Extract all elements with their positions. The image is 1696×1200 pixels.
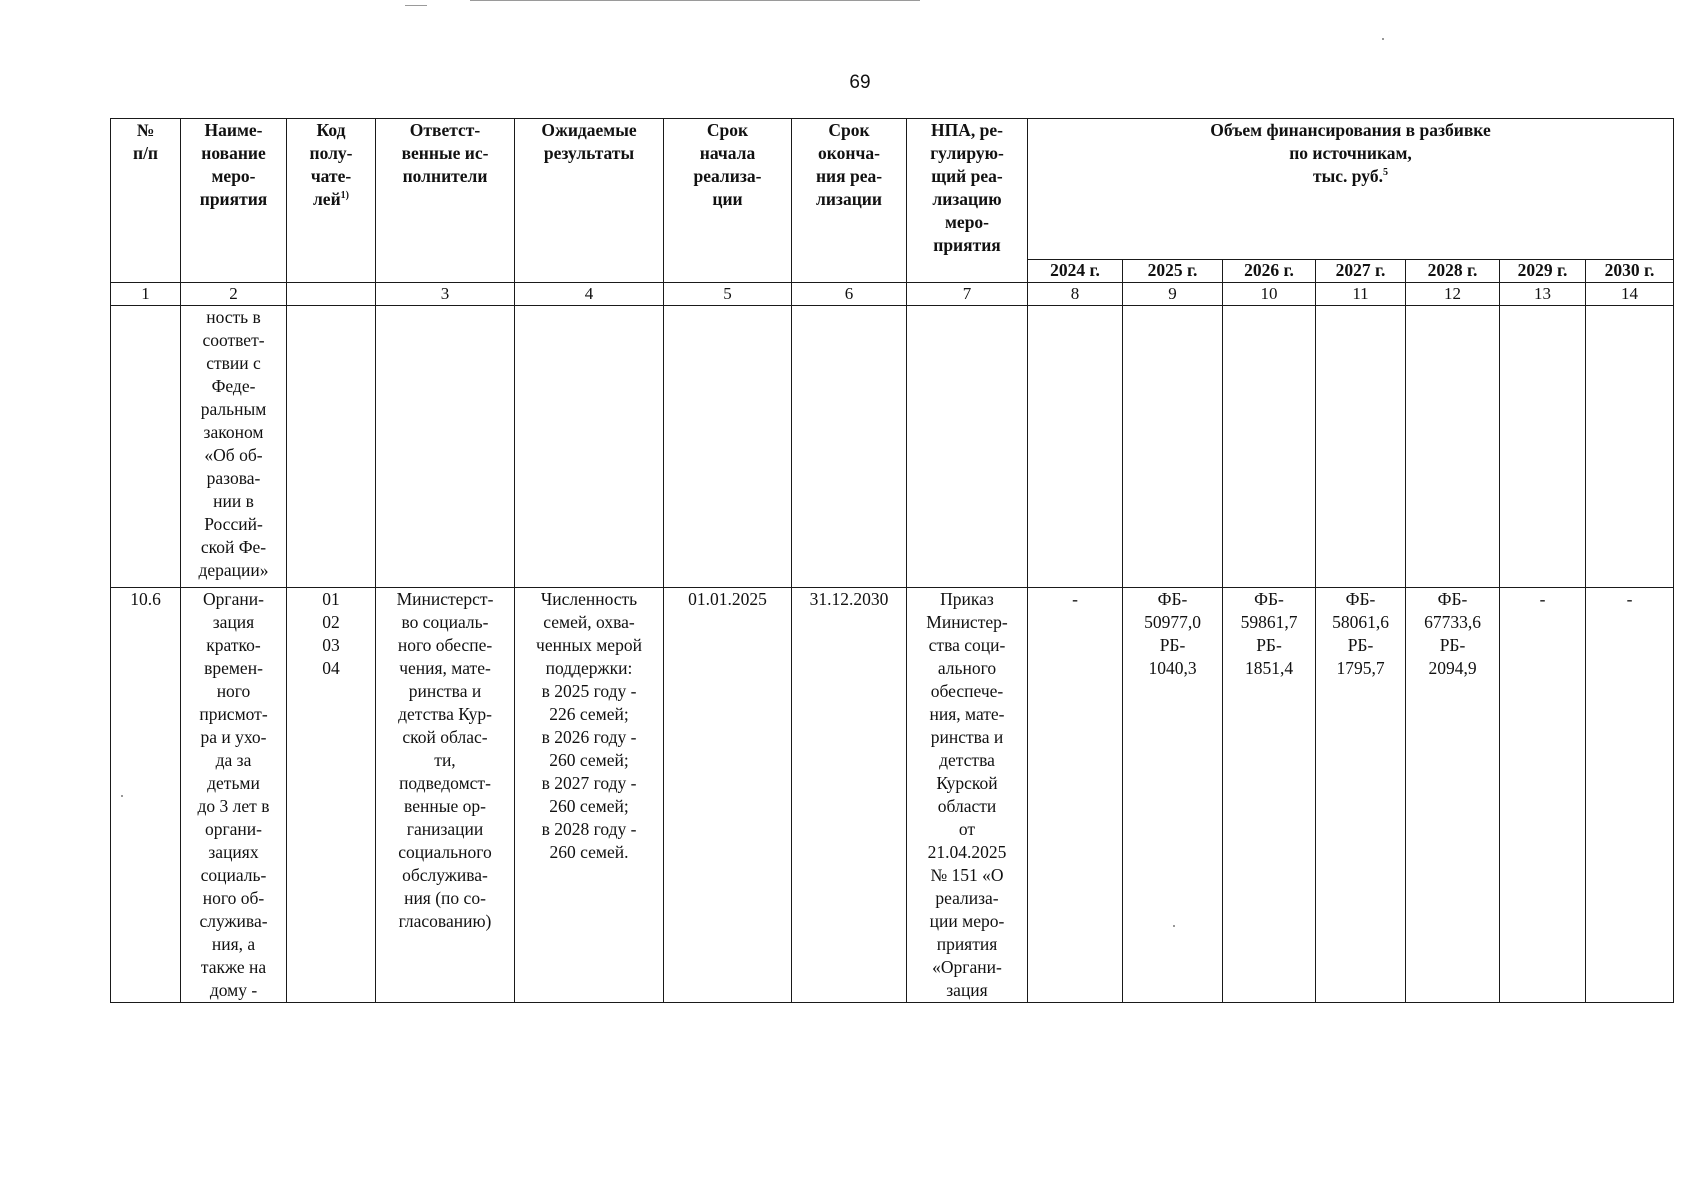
header-recipient-code <box>287 119 376 283</box>
column-number: 10 <box>1223 283 1316 306</box>
column-number-row <box>111 283 1674 306</box>
cell-empty <box>1316 306 1406 588</box>
cell-empty <box>1406 306 1500 588</box>
column-number: 11 <box>1316 283 1406 306</box>
header-start-date: Срок начала реализа- ции <box>664 119 792 283</box>
header-end-date: Срок оконча- ния реа- лизации <box>792 119 907 283</box>
scan-artifact-line <box>470 0 920 1</box>
header-regulation: НПА, ре- гулирую- щий реа- лизацию меро- приятия <box>907 119 1028 283</box>
year-2030: 2030 г. <box>1586 260 1674 283</box>
year-2026: 2026 г. <box>1223 260 1316 283</box>
cell-empty <box>1223 306 1316 588</box>
year-2027: 2027 г. <box>1316 260 1406 283</box>
cell-empty <box>376 306 515 588</box>
funding-2029: - <box>1500 588 1586 1003</box>
cell-empty <box>287 306 376 588</box>
column-number: 14 <box>1586 283 1674 306</box>
column-number: 9 <box>1123 283 1223 306</box>
responsible-executors: Министерст- во социаль- ного обеспе- чения, мате- ринства и детства Кур- ской облас- ти, подведомст- венные ор- ганизации социального обслужива- ния (по со- гласованию) <box>376 588 515 1003</box>
year-2028: 2028 г. <box>1406 260 1500 283</box>
header-responsible: Ответст- венные ис- полнители <box>376 119 515 283</box>
column-number: 4 <box>515 283 664 306</box>
cell-empty <box>1586 306 1674 588</box>
cell-empty <box>1028 306 1123 588</box>
header-number: № п/п <box>111 119 181 283</box>
column-number <box>287 283 376 306</box>
column-number: 5 <box>664 283 792 306</box>
cell-empty <box>1500 306 1586 588</box>
column-number: 8 <box>1028 283 1123 306</box>
cell-empty <box>907 306 1028 588</box>
column-number: 1 <box>111 283 181 306</box>
funding-2030: - <box>1586 588 1674 1003</box>
column-number: 3 <box>376 283 515 306</box>
table-row-10-6 <box>111 588 1674 1003</box>
scan-speck <box>1382 38 1384 40</box>
funding-2028: ФБ- 67733,6 РБ- 2094,9 <box>1406 588 1500 1003</box>
cell-empty <box>792 306 907 588</box>
recipient-codes: 01 02 03 04 <box>287 588 376 1003</box>
scan-artifact-line <box>405 5 427 6</box>
header-funding <box>1028 119 1674 260</box>
column-number: 12 <box>1406 283 1500 306</box>
funding-2027: ФБ- 58061,6 РБ- 1795,7 <box>1316 588 1406 1003</box>
page-number: 69 <box>849 72 871 93</box>
expected-results: Численность семей, охва- ченных мерой поддержки: в 2025 году - 226 семей; в 2026 году - 260 семей; в 2027 году - 260 семей; в 2028 году - 260 семей. <box>515 588 664 1003</box>
cell-empty <box>664 306 792 588</box>
cell-empty <box>111 306 181 588</box>
column-number: 2 <box>181 283 287 306</box>
funding-2026: ФБ- 59861,7 РБ- 1851,4 <box>1223 588 1316 1003</box>
header-event-name: Наиме- нование меро- приятия <box>181 119 287 283</box>
event-name: Органи- зация кратко- времен- ного присмот- ра и ухо- да за детьми до 3 лет в органи- зациях социаль- ного об- служива- ния, а также на дому - <box>181 588 287 1003</box>
continuation-event-name: ность в соответ- ствии с Феде- ральным законом «Об об- разова- нии в Россий- ской Фе- дерации» <box>181 306 287 588</box>
end-date: 31.12.2030 <box>792 588 907 1003</box>
financing-table <box>110 118 1674 1003</box>
start-date: 01.01.2025 <box>664 588 792 1003</box>
header-funding-footnote: 5 <box>1382 167 1388 179</box>
year-2025: 2025 г. <box>1123 260 1223 283</box>
funding-2024: - <box>1028 588 1123 1003</box>
header-recipient-code-footnote: 1) <box>340 190 349 202</box>
cell-empty <box>1123 306 1223 588</box>
column-number: 13 <box>1500 283 1586 306</box>
continuation-row <box>111 306 1674 588</box>
year-2024: 2024 г. <box>1028 260 1123 283</box>
cell-empty <box>515 306 664 588</box>
header-recipient-code-text: Код полу- чате- лей <box>309 120 353 209</box>
row-number: 10.6 <box>111 588 181 1003</box>
year-2029: 2029 г. <box>1500 260 1586 283</box>
table-header-row <box>111 119 1674 260</box>
funding-2025: ФБ- 50977,0 РБ- 1040,3 <box>1123 588 1223 1003</box>
column-number: 6 <box>792 283 907 306</box>
header-funding-text: Объем финансирования в разбивке по источникам, тыс. руб. <box>1210 120 1491 186</box>
regulation: Приказ Министер- ства соци- ального обеспече- ния, мате- ринства и детства Курской области от 21.04.2025 № 151 «О реализа- ции меро- приятия «Органи- зация <box>907 588 1028 1003</box>
column-number: 7 <box>907 283 1028 306</box>
header-expected-results: Ожидаемые результаты <box>515 119 664 283</box>
